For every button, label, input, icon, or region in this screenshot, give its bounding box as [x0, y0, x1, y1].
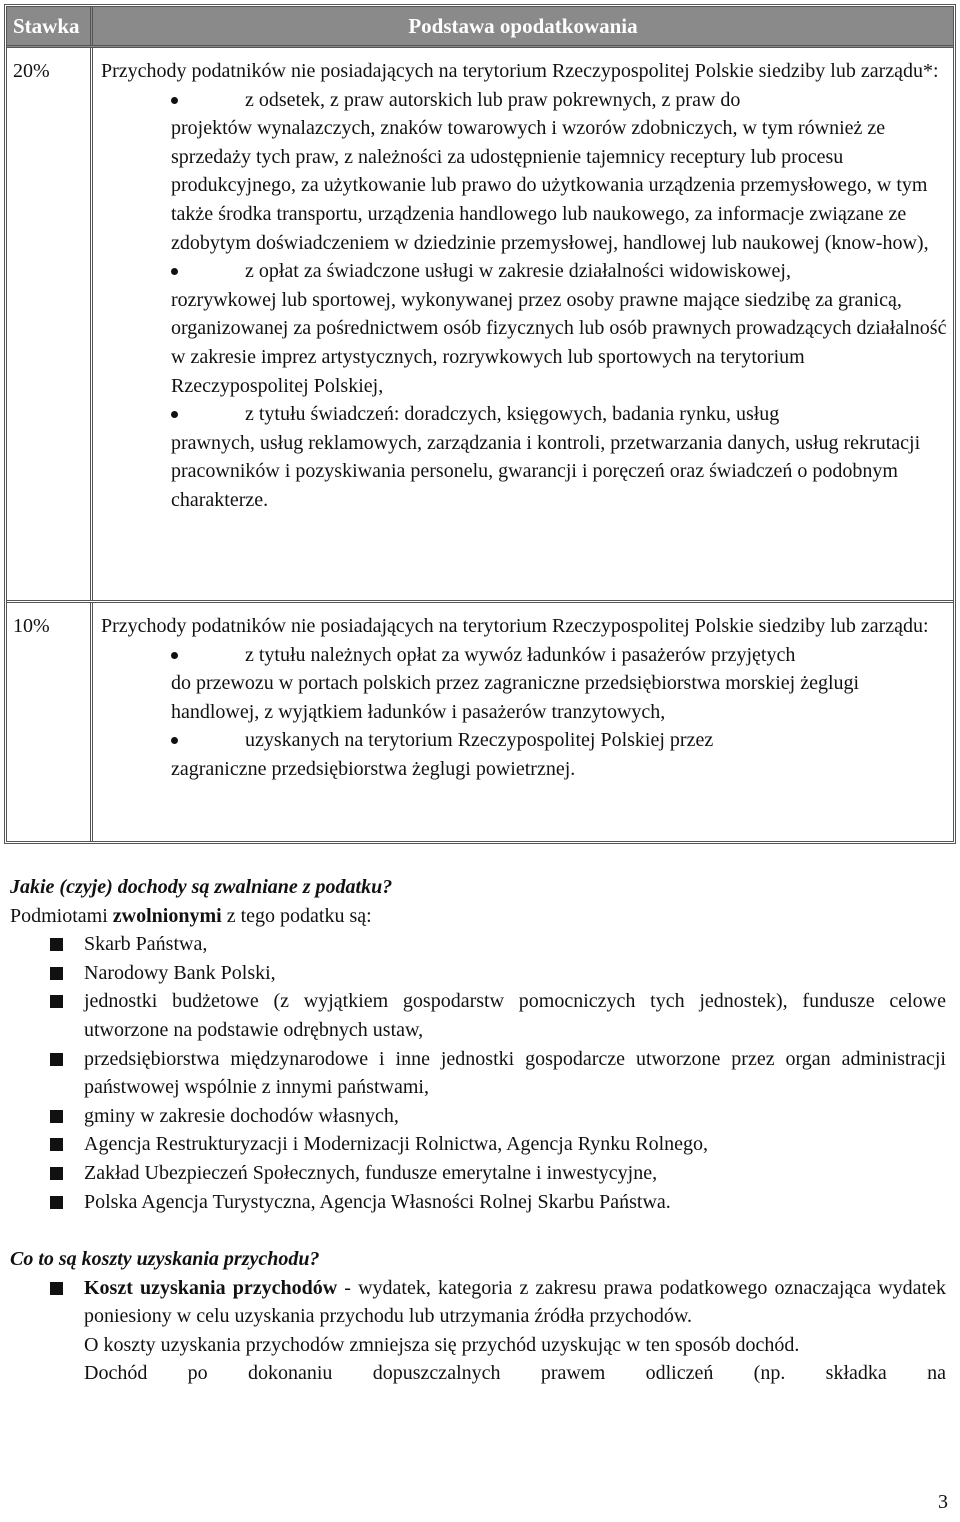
list-item: przedsiębiorstwa międzynarodowe i inne jednostki gospodarcze utworzone przez organ administracji państwowej wspólnie z innymi państwami,	[10, 1045, 946, 1102]
basis-intro: Przychody podatników nie posiadających na terytorium Rzeczypospolitej Polskie siedziby lub zarządu*:	[101, 60, 939, 82]
table-row	[7, 48, 953, 600]
square-bullet-icon	[50, 995, 63, 1008]
list-item: Agencja Restrukturyzacji i Modernizacji Rolnictwa, Agencja Rynku Rolnego,	[10, 1130, 946, 1159]
basis-intro: Przychody podatników nie posiadających na terytorium Rzeczypospolitej Polskie siedziby lub zarządu:	[101, 615, 929, 637]
bullet-dot-icon	[171, 652, 178, 659]
table-header	[7, 7, 953, 48]
basis-cell	[93, 48, 953, 600]
square-bullet-icon	[50, 1282, 63, 1295]
exempt-list	[10, 930, 946, 1216]
costs-paragraph: O koszty uzyskania przychodów zmniejsza się przychód uzyskując w ten sposób dochód.	[84, 1333, 800, 1356]
list-item: Koszt uzyskania przychodów - wydatek, kategoria z zakresu prawa podatkowego oznaczająca wydatek poniesiony w celu uzyskania przychodu lub utrzymania źródła przychodów.	[10, 1274, 946, 1331]
costs-list	[10, 1274, 946, 1331]
exempt-section	[10, 873, 946, 1216]
basis-cell	[93, 603, 953, 841]
square-bullet-icon	[50, 1138, 63, 1151]
list-item: z tytułu należnych opłat za wywóz ładunków i pasażerów przyjętych do przewozu w portach polskich przez zagraniczne przedsiębiorstwa morskiej żeglugi handlowej, z wyjątkiem ładunków i pasażerów tranzytowych,	[171, 643, 860, 723]
list-item: jednostki budżetowe (z wyjątkiem gospodarstw pomocniczych tych jednostek), fundusze celowe utworzone na podstawie odrębnych ustaw,	[10, 987, 946, 1044]
page-number: 3	[938, 1491, 948, 1513]
square-bullet-icon	[50, 1167, 63, 1180]
square-bullet-icon	[50, 967, 63, 980]
list-item: gminy w zakresie dochodów własnych,	[10, 1102, 946, 1131]
rate-cell: 20%	[7, 48, 93, 600]
list-item: z odsetek, z praw autorskich lub praw pokrewnych, z praw do projektów wynalazczych, znaków towarowych i wzorów zdobniczych, w tym również ze sprzedaży tych praw, z należności za udostępnienie tajemnicy receptury lub procesu produkcyjnego, za użytkowanie lub prawo do użytkowania urządzenia przemysłowego, w tym także środka transportu, urządzenia handlowego lub naukowego, za informacje związane ze zdobytym doświadczeniem w dziedzinie przemysłowej, handlowej lub naukowej (know-how),	[171, 88, 929, 254]
table-row	[7, 600, 953, 841]
header-rate: Stawka	[7, 7, 93, 45]
rate-cell: 10%	[7, 603, 93, 841]
bullet-dot-icon	[171, 97, 178, 104]
costs-section	[10, 1245, 946, 1388]
list-item: Zakład Ubezpieczeń Społecznych, fundusze emerytalne i inwestycyjne,	[10, 1159, 946, 1188]
costs-paragraph: Dochód po dokonaniu dopuszczalnych prawem odliczeń (np. składka na	[84, 1362, 946, 1385]
list-item: z opłat za świadczone usługi w zakresie działalności widowiskowej, rozrywkowej lub sportowej, wykonywanej przez osoby prawne mające siedzibę za granicą, organizowanej za pośrednictwem osób fizycznych lub osób prawnych prowadzących działalność w zakresie imprez artystycznych, rozrywkowych lub sportowych na terytorium Rzeczypospolitej Polskiej,	[171, 260, 947, 397]
square-bullet-icon	[50, 1196, 63, 1209]
square-bullet-icon	[50, 1110, 63, 1123]
list-item: z tytułu świadczeń: doradczych, księgowych, badania rynku, usług prawnych, usług reklamowych, zarządzania i kontroli, przetwarzania danych, usług rekrutacji pracowników i pozyskiwania personelu, gwarancji i poręczeń oraz świadczeń o podobnym charakterze.	[171, 403, 921, 511]
list-item: Narodowy Bank Polski,	[10, 959, 946, 988]
square-bullet-icon	[50, 1053, 63, 1066]
list-item: uzyskanych na terytorium Rzeczypospolitej Polskiej przez zagraniczne przedsiębiorstwa żeglugi powietrznej.	[171, 729, 714, 780]
header-basis: Podstawa opodatkowania	[408, 14, 638, 38]
tax-rate-table	[4, 4, 956, 844]
costs-heading: Co to są koszty uzyskania przychodu?	[10, 1248, 320, 1270]
costs-term: Koszt uzyskania przychodów	[84, 1276, 338, 1299]
list-item: Polska Agencja Turystyczna, Agencja Własności Rolnej Skarbu Państwa.	[10, 1188, 946, 1217]
square-bullet-icon	[50, 938, 63, 951]
exempt-heading: Jakie (czyje) dochody są zwalniane z podatku?	[10, 876, 393, 898]
exempt-intro: Podmiotami zwolnionymi z tego podatku są:	[10, 904, 372, 927]
list-item: Skarb Państwa,	[10, 930, 946, 959]
